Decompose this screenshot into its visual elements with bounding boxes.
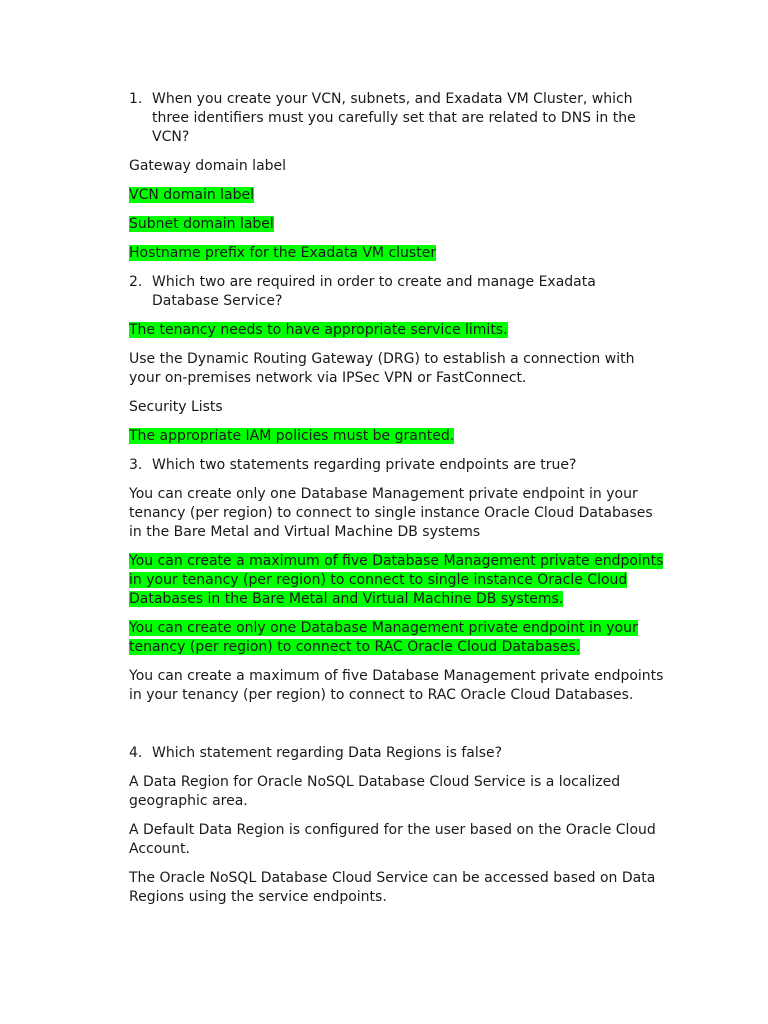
answer-option xyxy=(129,157,664,176)
answer-option-correct xyxy=(129,427,664,446)
answer-option-correct xyxy=(129,619,664,657)
answer-option xyxy=(129,667,664,705)
answer-option-correct xyxy=(129,244,664,263)
question-3 xyxy=(129,456,664,475)
highlighted-option-text: Hostname prefix for the Exadata VM cluster xyxy=(129,245,437,261)
answer-option-correct xyxy=(129,215,664,234)
question-text: Which statement regarding Data Regions is false? xyxy=(152,745,503,761)
question-1 xyxy=(129,90,664,147)
question-number: 1. xyxy=(129,91,143,107)
answer-option xyxy=(129,821,664,859)
option-text: Gateway domain label xyxy=(129,158,287,174)
document-page xyxy=(129,90,664,917)
highlighted-option-text: The appropriate IAM policies must be granted. xyxy=(129,428,455,444)
option-text: Use the Dynamic Routing Gateway (DRG) to establish a connection with your on-premises network via IPSec VPN or FastConnect. xyxy=(129,351,635,386)
question-2 xyxy=(129,273,664,311)
question-text: Which two statements regarding private endpoints are true? xyxy=(152,457,577,473)
question-number: 3. xyxy=(129,457,143,473)
answer-option xyxy=(129,773,664,811)
blank-line xyxy=(129,715,664,744)
answer-option xyxy=(129,350,664,388)
option-text: Security Lists xyxy=(129,399,223,415)
answer-option xyxy=(129,869,664,907)
highlighted-option-text: The tenancy needs to have appropriate service limits. xyxy=(129,322,508,338)
answer-option-correct xyxy=(129,552,664,609)
answer-option xyxy=(129,485,664,542)
question-number: 2. xyxy=(129,274,143,290)
answer-option-correct xyxy=(129,321,664,340)
question-4 xyxy=(129,744,664,763)
question-text: When you create your VCN, subnets, and Exadata VM Cluster, which three identifiers must you carefully set that are related to DNS in the VCN? xyxy=(152,91,636,145)
question-text: Which two are required in order to create and manage Exadata Database Service? xyxy=(152,274,596,309)
question-number: 4. xyxy=(129,745,143,761)
highlighted-option-text: Subnet domain label xyxy=(129,216,274,232)
answer-option-correct xyxy=(129,186,664,205)
option-text: A Data Region for Oracle NoSQL Database Cloud Service is a localized geographic area. xyxy=(129,774,621,809)
option-text: You can create only one Database Management private endpoint in your tenancy (per region) to connect to single instance Oracle Cloud Databases in the Bare Metal and Virtual Machine DB systems xyxy=(129,486,653,540)
option-text: The Oracle NoSQL Database Cloud Service can be accessed based on Data Regions using the service endpoints. xyxy=(129,870,656,905)
highlighted-option-text: VCN domain label xyxy=(129,187,255,203)
highlighted-option-text: You can create a maximum of five Database Management private endpoints in your tenancy (per region) to connect to single instance Oracle Cloud Databases in the Bare Metal and Virtual Machine DB systems. xyxy=(129,553,664,607)
option-text: You can create a maximum of five Database Management private endpoints in your tenancy (per region) to connect to RAC Oracle Cloud Databases. xyxy=(129,668,664,703)
option-text: A Default Data Region is configured for the user based on the Oracle Cloud Account. xyxy=(129,822,656,857)
highlighted-option-text: You can create only one Database Management private endpoint in your tenancy (per region) to connect to RAC Oracle Cloud Databases. xyxy=(129,620,638,655)
answer-option xyxy=(129,398,664,417)
